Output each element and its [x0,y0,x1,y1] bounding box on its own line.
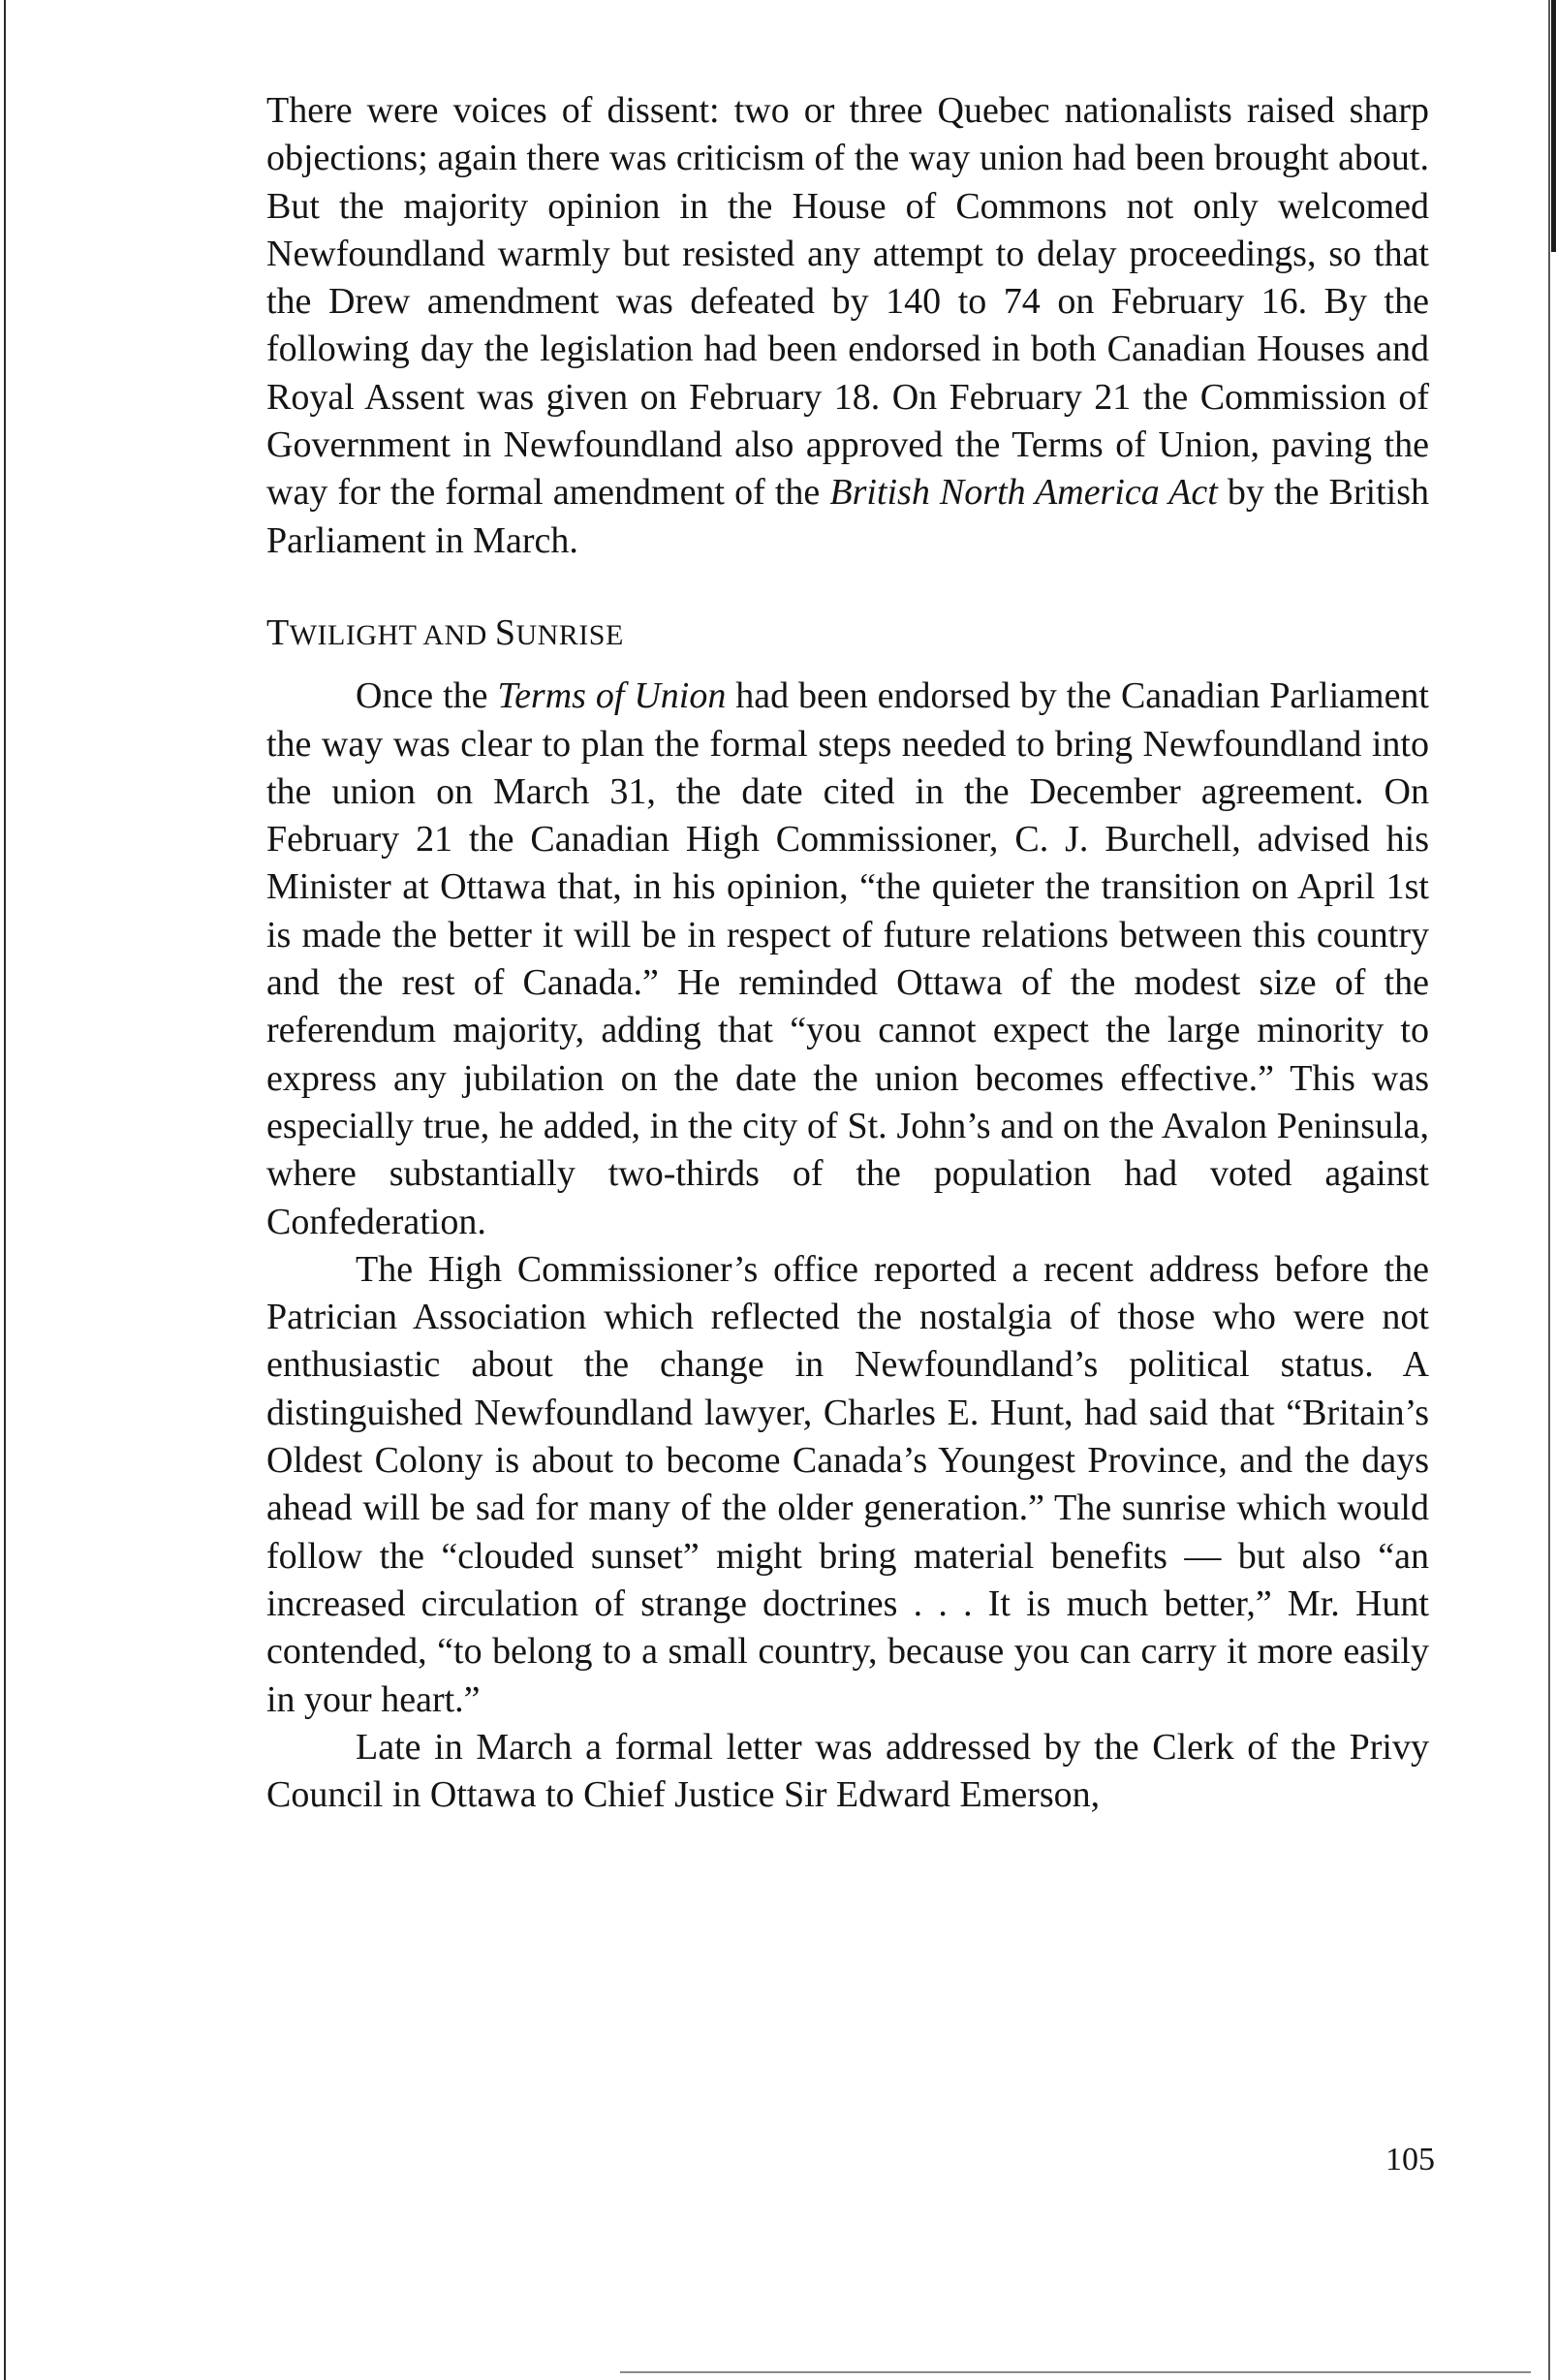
section-heading [266,610,1429,659]
italic-title: Terms of Union [497,675,727,717]
heading-smallcaps: AND [422,618,487,651]
paragraph-text: There were voices of dissent: two or three Quebec nationalists raised sharp objections; again there was criticism of the way union had been brought about. But the majority opinion in the House of Commons not only welcomed Newfoundland warmly but resisted any attempt to delay proceedings, so that the Drew amendment was defeated by 140 to 74 on February 16. By the following day the legislation had been endorsed in both Canadian Houses and Royal Assent was given on February 18. On February 21 the Commission of Government in Newfoundland also approved the Terms of Union, paving the way for the formal amendment of the [266,90,1429,514]
paragraph [266,673,1429,1246]
heading-smallcaps: UNRISE [515,618,624,651]
paragraph-text: had been endorsed by the Canadian Parliament the way was clear to plan the formal steps needed to bring Newfoundland into the union on March 31, the date cited in the December agreement. On February 21 the Canadian High Commissioner, C. J. Burchell, advised his Minister at Ottawa that, in his opinion, “the quieter the transition on April 1st is made the better it will be in respect of future relations between this country and the rest of Canada.” He reminded Ottawa of the modest size of the referendum majority, adding that “you cannot expect the large minority to express any jubilation on the date the union becomes effective.” This was especially true, he added, in the city of St. John’s and on the Avalon Peninsula, where substantially two-thirds of the population had voted against Confederation. [266,675,1429,1242]
paragraph [266,87,1429,565]
scan-bottom-edge [620,2371,1531,2373]
paragraph-text: by the British Parliament in March. [266,472,1430,561]
heading-initial: S [494,611,516,653]
paragraph: Late in March a formal letter was addressed by the Clerk of the Privy Council in Ottawa to Chief Justice Sir Edward Emerson, [266,1726,1429,1816]
scan-right-edge-shadow [1551,0,1556,252]
body-text [266,87,1429,1819]
heading-initial: T [266,611,290,653]
scan-left-edge [4,0,6,2380]
paragraph: The High Commissioner’s office reported a recent address before the Patrician Association which reflected the nostalgia of those who were not enthusiastic about the change in Newfoundland’s political status. A distinguished Newfoundland lawyer, Charles E. Hunt, had said that “Britain’s Oldest Colony is about to become Canada’s Youngest Province, and the days ahead will be sad for many of the older generation.” The sunrise which would follow the “clouded sunset” might bring material benefits — but also “an increased circulation of strange doctrines . . . It is much better,” Mr. Hunt contended, “to belong to a small country, because you can carry it more easily in your heart.” [266,1248,1429,1720]
scan-right-edge [1548,0,1550,2380]
paragraph-text: Once the [356,675,498,717]
heading-smallcaps: WILIGHT [289,618,417,651]
italic-title: British North America Act [829,472,1218,514]
page-number: 105 [1385,2142,1435,2177]
